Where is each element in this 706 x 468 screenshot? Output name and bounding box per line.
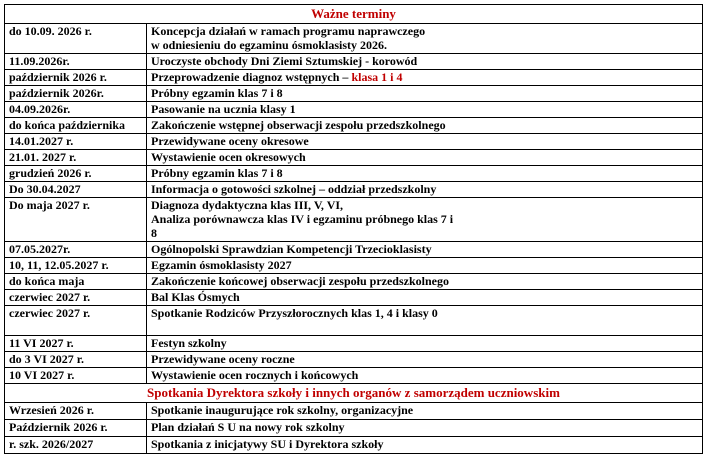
event-text: Festyn szkolny: [151, 336, 227, 350]
event-cell: [147, 274, 703, 290]
table-row: [5, 150, 703, 166]
date-cell: czerwiec 2027 r.: [5, 290, 147, 306]
event-text: Przewidywane oceny roczne: [151, 352, 295, 366]
event-text: Przeprowadzenie diagnoz wstępnych –: [151, 70, 352, 84]
table-row: [5, 24, 703, 54]
event-highlight: klasa 1 i 4: [351, 70, 403, 84]
date-cell: październik 2026r.: [5, 86, 147, 102]
table-row: [5, 54, 703, 70]
event-cell: [147, 70, 703, 86]
date-cell: r. szk. 2026/2027: [5, 437, 147, 454]
table-row: [5, 274, 703, 290]
event-text: Diagnoza dydaktyczna klas III, V, VI, Analiza porównawcza klas IV i egzaminu próbnego klas 7 i 8: [151, 198, 454, 240]
event-text: Koncepcja działań w ramach programu naprawczego w odniesieniu do egzaminu ósmoklasisty 2026.: [151, 24, 426, 52]
date-cell: 10, 11, 12.05.2027 r.: [5, 258, 147, 274]
table-row: [5, 368, 703, 384]
event-text: Zakończenie wstępnej obserwacji zespołu przedszkolnego: [151, 118, 446, 132]
event-cell: [147, 336, 703, 352]
event-cell: [147, 420, 703, 437]
event-cell: [147, 352, 703, 368]
date-cell: Do maja 2027 r.: [5, 198, 147, 242]
event-text: Spotkanie Rodziców Przyszłorocznych klas 1, 4 i klasy 0: [151, 306, 438, 320]
event-text: Próbny egzamin klas 7 i 8: [151, 166, 283, 180]
date-cell: do końca października: [5, 118, 147, 134]
event-text: Wystawienie ocen rocznych i końcowych: [151, 368, 359, 382]
date-cell: do końca maja: [5, 274, 147, 290]
event-cell: [147, 102, 703, 118]
table-row: [5, 166, 703, 182]
date-cell: Wrzesień 2026 r.: [5, 403, 147, 420]
date-cell: 14.01.2027 r.: [5, 134, 147, 150]
event-cell: [147, 368, 703, 384]
date-cell: Do 30.04.2027: [5, 182, 147, 198]
event-text: Plan działań S U na nowy rok szkolny: [151, 420, 345, 434]
table-row: [5, 258, 703, 274]
table-row: [5, 290, 703, 306]
table-row: [5, 437, 703, 454]
table-row: [5, 118, 703, 134]
table-row: [5, 86, 703, 102]
table-row: [5, 102, 703, 118]
event-text: Uroczyste obchody Dni Ziemi Sztumskiej - korowód: [151, 54, 418, 68]
event-cell: [147, 182, 703, 198]
section-header: [5, 384, 703, 403]
event-cell: [147, 290, 703, 306]
date-cell: Październik 2026 r.: [5, 420, 147, 437]
table-row: [5, 242, 703, 258]
event-text: Spotkania z inicjatywy SU i Dyrektora szkoły: [151, 437, 384, 451]
table-row: [5, 403, 703, 420]
date-cell: 21.01. 2027 r.: [5, 150, 147, 166]
event-cell: [147, 198, 703, 242]
date-cell: 11 VI 2027 r.: [5, 336, 147, 352]
event-cell: [147, 54, 703, 70]
table-row: [5, 134, 703, 150]
table-row: [5, 420, 703, 437]
date-cell: do 10.09. 2026 r.: [5, 24, 147, 54]
event-cell: [147, 242, 703, 258]
event-text: Próbny egzamin klas 7 i 8: [151, 86, 283, 100]
event-cell: [147, 166, 703, 182]
section-title-student-council: Spotkania Dyrektora szkoły i innych organów z samorządem uczniowskim: [5, 384, 703, 403]
event-cell: [147, 306, 703, 336]
table-row: [5, 352, 703, 368]
event-text: Egzamin ósmoklasisty 2027: [151, 258, 292, 272]
section-header: [5, 5, 703, 24]
date-cell: październik 2026 r.: [5, 70, 147, 86]
event-text: Bal Klas Ósmych: [151, 290, 240, 304]
event-cell: [147, 258, 703, 274]
date-cell: 11.09.2026r.: [5, 54, 147, 70]
date-cell: 04.09.2026r.: [5, 102, 147, 118]
event-cell: [147, 24, 703, 54]
event-cell: [147, 403, 703, 420]
table-row: [5, 198, 703, 242]
event-cell: [147, 437, 703, 454]
event-cell: [147, 134, 703, 150]
event-text: Wystawienie ocen okresowych: [151, 150, 306, 164]
event-text: Pasowanie na ucznia klasy 1: [151, 102, 296, 116]
table-row: [5, 70, 703, 86]
event-text: Ogólnopolski Sprawdzian Kompetencji Trzecioklasisty: [151, 242, 432, 256]
event-text: Przewidywane oceny okresowe: [151, 134, 309, 148]
event-cell: [147, 150, 703, 166]
schedule-table: [4, 4, 703, 454]
date-cell: do 3 VI 2027 r.: [5, 352, 147, 368]
date-cell: czerwiec 2027 r.: [5, 306, 147, 336]
schedule-document: [4, 4, 702, 464]
event-text: Informacja o gotowości szkolnej – oddział przedszkolny: [151, 182, 437, 196]
table-row: [5, 306, 703, 336]
table-row: [5, 182, 703, 198]
event-text: Zakończenie końcowej obserwacji zespołu przedszkolnego: [151, 274, 449, 288]
section-title-important-dates: Ważne terminy: [5, 5, 703, 24]
event-cell: [147, 118, 703, 134]
table-row: [5, 336, 703, 352]
date-cell: 10 VI 2027 r.: [5, 368, 147, 384]
date-cell: grudzień 2026 r.: [5, 166, 147, 182]
date-cell: 07.05.2027r.: [5, 242, 147, 258]
event-cell: [147, 86, 703, 102]
event-text: Spotkanie inaugurujące rok szkolny, organizacyjne: [151, 403, 414, 417]
